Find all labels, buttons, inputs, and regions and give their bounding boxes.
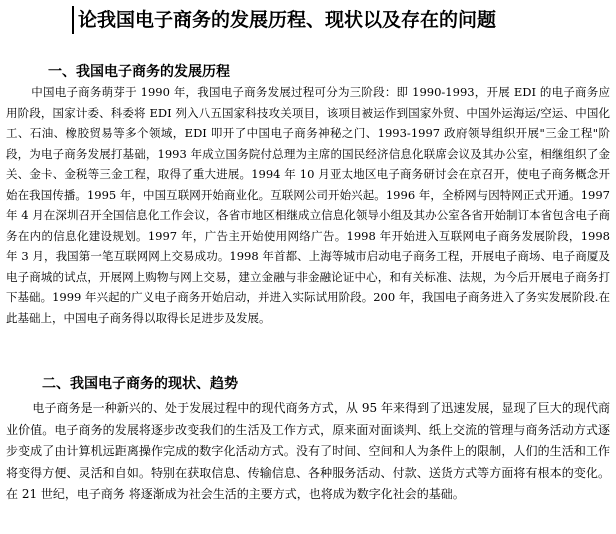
section-paragraph-history: 中国电子商务萌芽于 1990 年，我国电子商务发展过程可分为三阶段：即 1990-1993，开展 EDI 的电子商务应用阶段，国家计委、科委将 EDI 列入八五国家科技攻关项目，该项目被运作到国家外贸、中国外运海运/空运、中国化工、石油、橡胶贸易等多个领域，EDI 叩开了中国电子商务神秘之门、1993-1997 政府领导组织开展"三金工程"阶段，为电子商务发展打基础，1993 年成立国务院付总理为主席的国民经济信息化联席会议及其办公室，相继组织了金关、金卡、金税等三金工程，取得了重大进展。1994 年 10 月亚太地区电子商务研讨会在京召开，使电子商务概念开始在我国传播。1995 年，中国互联网开始商业化。互联网公司开始兴起。1996 年，全桥网与因特网正式开通。1997 年 4 月在深圳召开全国信息化工作会议，各省市地区相继成立信息化领导小组及其办公室各省开始制订本省包含电子商务在内的信息化建设规划。1997 年，广告主开始使用网络广告。1998 年开始进入互联网电子商务发展阶段，1998 年 3 月，我国第一笔互联网网上交易成功。1998 年首都、上海等城市启动电子商务工程，开展电子商场、电子商厦及电子商城的试点，开展网上购物与网上交易，建立金融与非金融论证中心，和有关标准、法规，为今后开展电子商务打下基础。1999 年兴起的广义电子商务开始启动，并进入实际试用阶段。200 年，我国电子商务进入了务实发展阶段.在此基础上，中国电子商务得以取得长足进步及发展。	[6, 85, 610, 325]
section-heading-status: 二、我国电子商务的现状、趋势	[42, 376, 238, 392]
section-heading-history: 一、我国电子商务的发展历程	[48, 64, 230, 80]
text-cursor	[72, 6, 74, 34]
document-title: 论我国电子商务的发展历程、现状以及存在的问题	[78, 9, 497, 31]
section-paragraph-status: 电子商务是一种新兴的、处于发展过程中的现代商务方式，从 95 年来得到了迅速发展，显现了巨大的现代商业价值。电子商务的发展将逐步改变我们的生活及工作方式，原来面对面谈判、纸上交流的管理与商务活动方式逐步变成了由计算机远距离操作完成的数字化活动方式。没有了时间、空间和人为条件上的限制，人们的生活和工作将变得方便、灵活和自如。特别在获取信息、传输信息、各种服务活动、付款、送货方式等方面将有根本的变化。在 21 世纪，电子商务 将逐渐成为社会生活的主要方式，也将成为数字化社会的基础。	[6, 401, 610, 502]
